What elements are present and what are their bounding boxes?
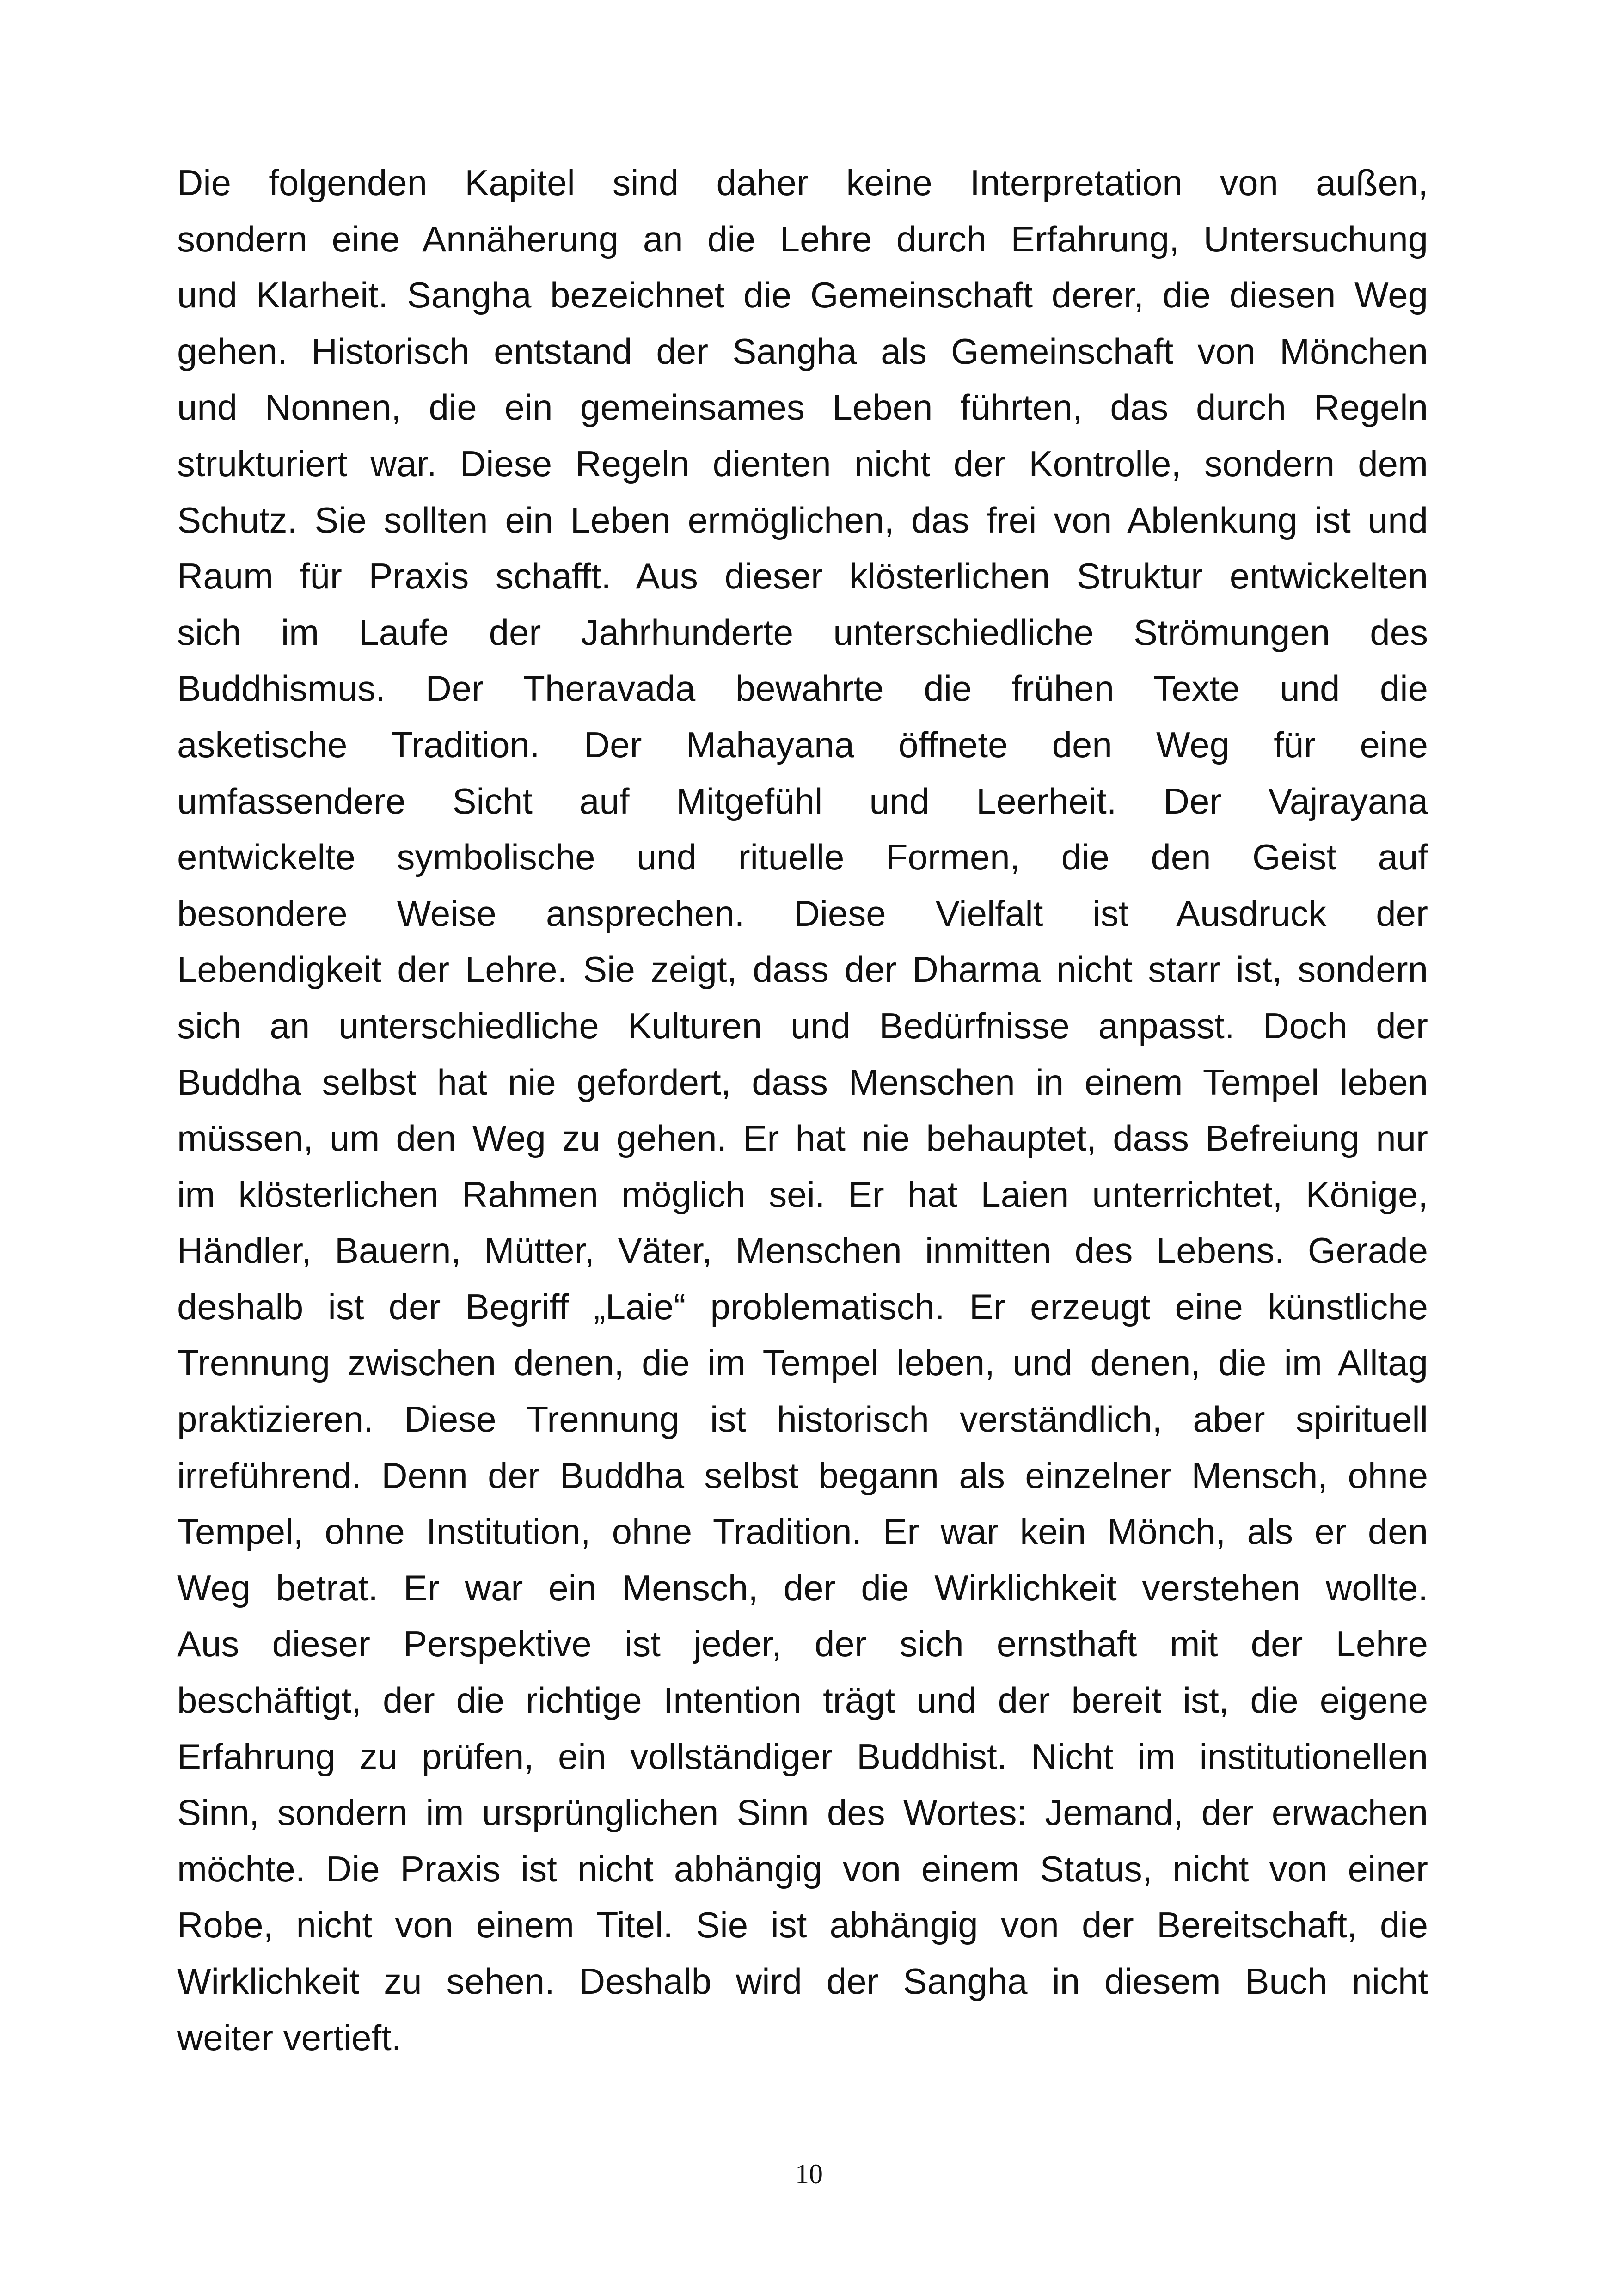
text-line: weiter vertieft. xyxy=(177,2017,402,2058)
text-line: und Nonnen, die ein gemeinsames Leben führten, das durch Regeln xyxy=(177,387,1428,428)
text-line: besondere Weise ansprechen. Diese Vielfalt ist Ausdruck der xyxy=(177,893,1428,934)
text-line: sich an unterschiedliche Kulturen und Bedürfnisse anpasst. Doch der xyxy=(177,1005,1428,1046)
text-line: gehen. Historisch entstand der Sangha als Gemeinschaft von Mönchen xyxy=(177,331,1428,372)
text-line: Aus dieser Perspektive ist jeder, der sich ernsthaft mit der Lehre xyxy=(177,1623,1428,1665)
text-line: Raum für Praxis schafft. Aus dieser klösterlichen Struktur entwickelten xyxy=(177,556,1428,597)
text-line: deshalb ist der Begriff „Laie“ problematisch. Er erzeugt eine künstliche xyxy=(177,1286,1428,1327)
text-line: Lebendigkeit der Lehre. Sie zeigt, dass der Dharma nicht starr ist, sondern xyxy=(177,949,1428,990)
text-line: Robe, nicht von einem Titel. Sie ist abhängig von der Bereitschaft, die xyxy=(177,1904,1428,1946)
text-line: entwickelte symbolische und rituelle Formen, die den Geist auf xyxy=(177,837,1428,878)
text-line: und Klarheit. Sangha bezeichnet die Gemeinschaft derer, die diesen Weg xyxy=(177,275,1428,316)
text-line: Sinn, sondern im ursprünglichen Sinn des Wortes: Jemand, der erwachen xyxy=(177,1792,1428,1833)
text-line: Wirklichkeit zu sehen. Deshalb wird der Sangha in diesem Buch nicht xyxy=(177,1961,1428,2002)
text-line: sondern eine Annäherung an die Lehre durch Erfahrung, Untersuchung xyxy=(177,218,1428,259)
text-line: Buddha selbst hat nie gefordert, dass Menschen in einem Tempel leben xyxy=(177,1061,1428,1102)
text-line: Tempel, ohne Institution, ohne Tradition. Er war kein Mönch, als er den xyxy=(177,1511,1428,1552)
text-line: Erfahrung zu prüfen, ein vollständiger Buddhist. Nicht im institutionellen xyxy=(177,1736,1428,1777)
text-line: strukturiert war. Diese Regeln dienten nicht der Kontrolle, sondern dem xyxy=(177,443,1428,484)
text-line: Schutz. Sie sollten ein Leben ermöglichen, das frei von Ablenkung ist und xyxy=(177,499,1428,540)
text-line: müssen, um den Weg zu gehen. Er hat nie behauptet, dass Befreiung nur xyxy=(177,1118,1428,1159)
text-line: Die folgenden Kapitel sind daher keine Interpretation von außen, xyxy=(177,162,1428,203)
text-line: Buddhismus. Der Theravada bewahrte die frühen Texte und die xyxy=(177,668,1428,709)
text-line: Weg betrat. Er war ein Mensch, der die Wirklichkeit verstehen wollte. xyxy=(177,1567,1428,1608)
text-line: Händler, Bauern, Mütter, Väter, Menschen inmitten des Lebens. Gerade xyxy=(177,1230,1428,1271)
text-line: im klösterlichen Rahmen möglich sei. Er hat Laien unterrichtet, Könige, xyxy=(177,1174,1428,1215)
page-number: 10 xyxy=(795,2159,823,2189)
text-line: praktizieren. Diese Trennung ist historisch verständlich, aber spirituell xyxy=(177,1399,1428,1440)
text-line: umfassendere Sicht auf Mitgefühl und Leerheit. Der Vajrayana xyxy=(177,780,1428,821)
text-line: beschäftigt, der die richtige Intention trägt und der bereit ist, die eigene xyxy=(177,1680,1428,1721)
body-paragraph xyxy=(177,155,1428,2066)
text-line: asketische Tradition. Der Mahayana öffnete den Weg für eine xyxy=(177,724,1428,765)
text-line: sich im Laufe der Jahrhunderte unterschiedliche Strömungen des xyxy=(177,612,1428,653)
text-line: Trennung zwischen denen, die im Tempel leben, und denen, die im Alltag xyxy=(177,1342,1428,1384)
text-line: irreführend. Denn der Buddha selbst begann als einzelner Mensch, ohne xyxy=(177,1455,1428,1496)
text-line: möchte. Die Praxis ist nicht abhängig von einem Status, nicht von einer xyxy=(177,1848,1428,1889)
